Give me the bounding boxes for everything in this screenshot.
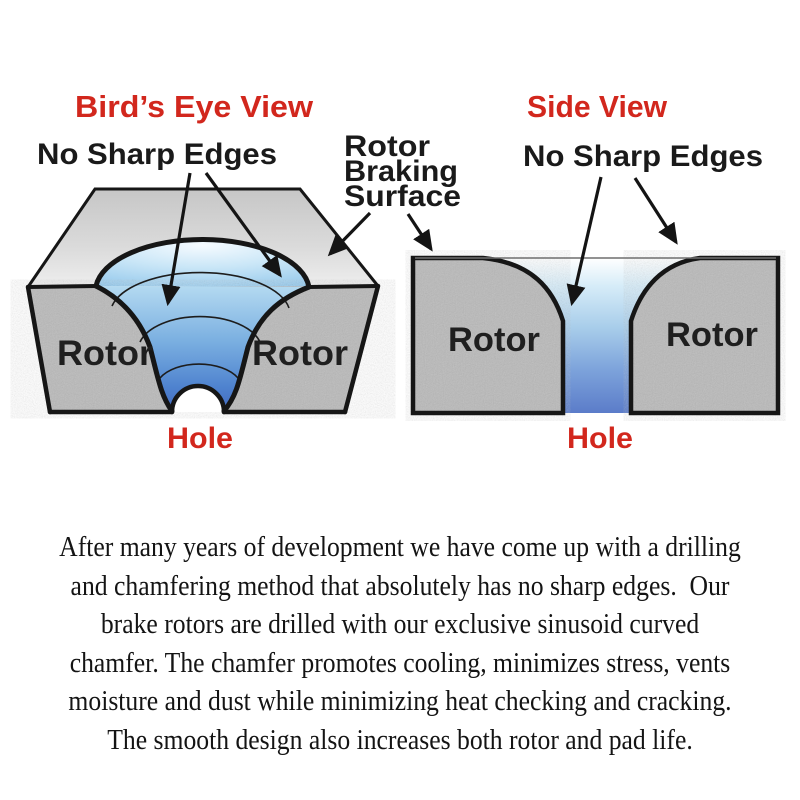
birdseye-title: Bird’s Eye View xyxy=(75,89,314,124)
no-sharp-edges-left-label: No Sharp Edges xyxy=(37,138,277,171)
paragraph-line: chamfer. The chamfer promotes cooling, minimizes stress, vents xyxy=(69,647,731,679)
paragraph-line: and chamfering method that absolutely has no sharp edges. Our xyxy=(70,570,730,602)
sideview-title: Side View xyxy=(527,89,668,124)
arrow-nse-right-b xyxy=(635,178,676,242)
rotor-braking-surface-line2: Braking xyxy=(344,155,458,188)
paragraph-line: brake rotors are drilled with our exclusive sinusoid curved xyxy=(100,609,700,641)
paragraph-line: moisture and dust while minimizing heat checking and cracking. xyxy=(68,686,732,718)
birdseye-view-figure xyxy=(28,189,378,412)
rotor-label-side-left: Rotor xyxy=(448,321,540,359)
rotor-label-side-right: Rotor xyxy=(666,316,758,354)
hole-label-birdseye: Hole xyxy=(167,422,233,455)
hole-label-side: Hole xyxy=(567,422,633,455)
rotor-braking-surface-line3: Surface xyxy=(344,180,461,213)
description-paragraph xyxy=(40,529,760,761)
rotor-braking-surface-line1: Rotor xyxy=(344,130,431,163)
paragraph-line: After many years of development we have come up with a drilling xyxy=(59,532,741,563)
rotor-braking-surface-label xyxy=(344,130,461,213)
rotor-label-birdseye-left: Rotor xyxy=(57,334,154,373)
no-sharp-edges-right-label: No Sharp Edges xyxy=(523,140,763,173)
arrow-rbs-to-sideview xyxy=(408,214,431,249)
paragraph-line: The smooth design also increases both rotor and pad life. xyxy=(107,724,693,756)
rotor-label-birdseye-right: Rotor xyxy=(252,334,349,373)
